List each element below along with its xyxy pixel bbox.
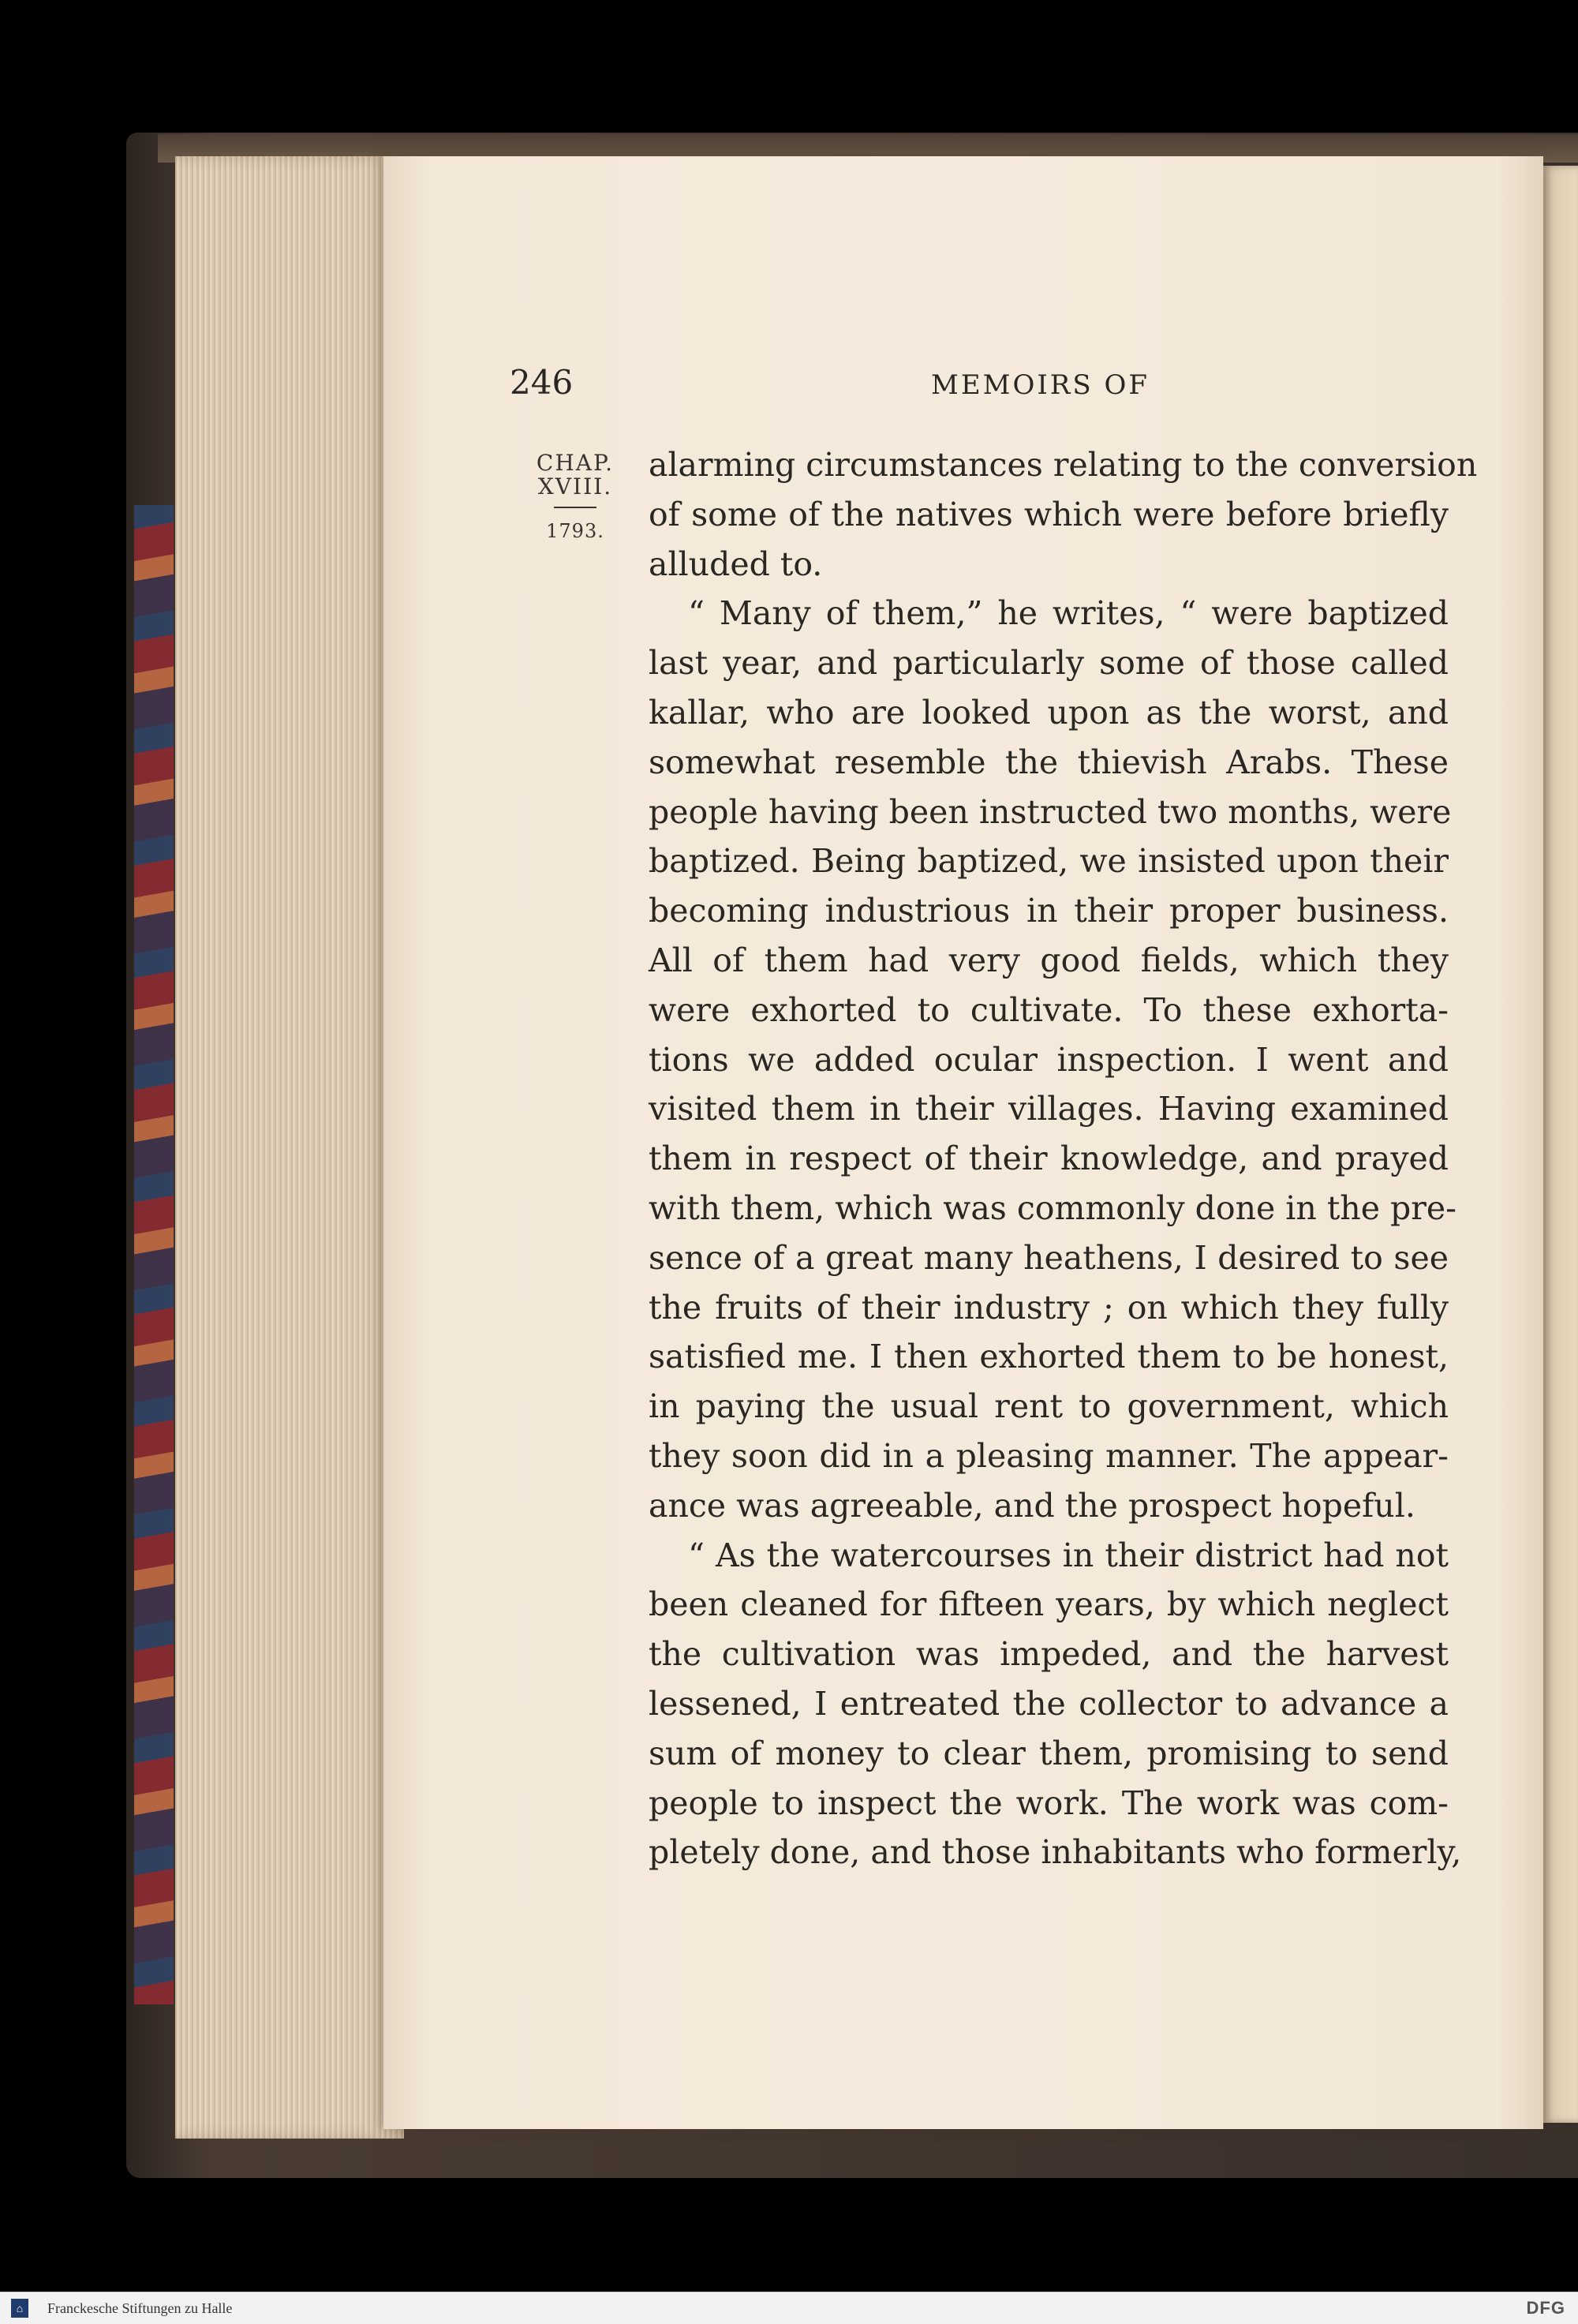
marbled-endpaper <box>134 505 174 2004</box>
text-line: kallar, who are looked upon as the worst, and <box>649 693 1449 732</box>
text-line: in paying the usual rent to government, which <box>649 1387 1449 1426</box>
dfg-logo[interactable]: DFG <box>1526 2298 1565 2318</box>
text-line: “ Many of them,” he writes, “ were baptized <box>688 594 1449 633</box>
margin-year: 1793. <box>546 520 604 542</box>
text-line: satisfied me. I then exhorted them to be honest, <box>649 1338 1449 1376</box>
text-line: the fruits of their industry ; on which they fully <box>649 1288 1449 1327</box>
text-line: sence of a great many heathens, I desired to see <box>649 1238 1449 1277</box>
text-line: they soon did in a pleasing manner. The appear- <box>649 1436 1449 1475</box>
text-line: people to inspect the work. The work was com- <box>649 1783 1449 1822</box>
page-edges <box>175 156 404 2139</box>
text-line: lessened, I entreated the collector to advance a <box>649 1684 1449 1723</box>
text-line: people having been instructed two months, were <box>649 792 1452 831</box>
text-line: visited them in their villages. Having examined <box>649 1090 1449 1128</box>
text-line: were exhorted to cultivate. To these exhorta- <box>649 990 1449 1029</box>
text-line: of some of the natives which were before briefly <box>649 495 1449 533</box>
next-page-edge <box>1543 166 1578 2123</box>
page-header <box>0 363 1578 410</box>
text-line: them in respect of their knowledge, and prayed <box>649 1140 1449 1178</box>
text-line: baptized. Being baptized, we insisted upon their <box>649 842 1449 881</box>
institution-link[interactable]: Franckesche Stiftungen zu Halle <box>47 2300 233 2316</box>
foundation-logo-icon[interactable]: ⌂ <box>11 2299 28 2318</box>
text-line: All of them had very good fields, which they <box>649 941 1449 979</box>
margin-rule <box>554 507 596 508</box>
footer-bar <box>0 2292 1578 2324</box>
text-line: alarming circumstances relating to the conversion <box>649 446 1478 484</box>
page-number: 246 <box>510 363 574 402</box>
text-line: tions we added ocular inspection. I went and <box>649 1040 1449 1079</box>
text-line: somewhat resemble the thievish Arabs. These <box>649 743 1449 781</box>
text-line: pletely done, and those inhabitants who formerly, <box>649 1833 1462 1872</box>
body-text <box>649 440 1478 1877</box>
text-line: the cultivation was impeded, and the harvest <box>649 1635 1449 1674</box>
text-line: becoming industrious in their proper business. <box>649 892 1449 930</box>
text-line: been cleaned for fifteen years, by which neglect <box>649 1585 1449 1624</box>
text-line: last year, and particularly some of those called <box>649 644 1449 683</box>
text-line: ance was agreeable, and the prospect hopeful. <box>649 1486 1415 1525</box>
chapter-number: XVIII. <box>537 473 613 500</box>
text-line: sum of money to clear them, promising to send <box>649 1734 1449 1772</box>
text-line: with them, which was commonly done in the pre- <box>649 1188 1456 1227</box>
text-line: “ As the watercourses in their district had not <box>688 1536 1449 1574</box>
running-head: MEMOIRS OF <box>931 369 1150 401</box>
text-line: alluded to. <box>649 545 823 583</box>
margin-note <box>524 451 626 543</box>
chapter-label: CHAP. <box>536 450 615 476</box>
